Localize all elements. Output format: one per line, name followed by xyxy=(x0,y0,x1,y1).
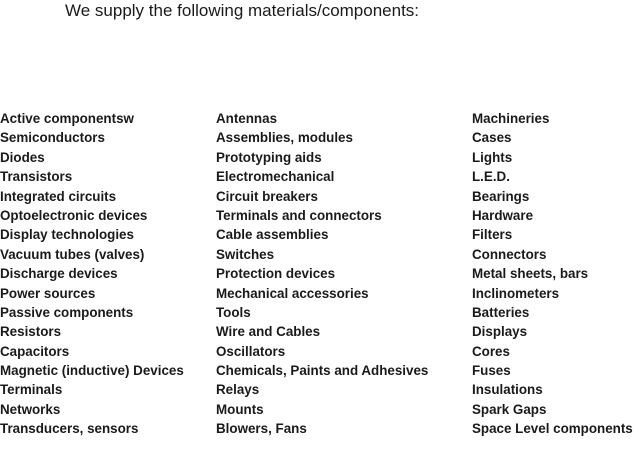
material-list-item: Cases xyxy=(472,130,512,146)
material-list-item: Machineries xyxy=(472,111,550,126)
material-list-item: Circuit breakers xyxy=(216,188,318,204)
material-list-item: Terminals and connectors xyxy=(216,207,382,223)
material-list-item: Antennas xyxy=(216,111,278,126)
material-list-item: Transducers, sensors xyxy=(0,421,139,437)
material-list-item: Spark Gaps xyxy=(472,401,547,417)
material-list-item: Oscillators xyxy=(216,343,286,359)
materials-column-2 xyxy=(216,109,428,439)
material-list-item: Discharge devices xyxy=(0,266,118,282)
material-list-item: Diodes xyxy=(0,149,45,165)
material-list-item: Resistors xyxy=(0,324,62,340)
material-list-item: Networks xyxy=(0,401,61,417)
material-list-item: Insulations xyxy=(472,382,543,398)
material-list-item: Filters xyxy=(472,227,513,243)
material-list-item: Fuses xyxy=(472,363,511,379)
material-list-item: Bearings xyxy=(472,188,530,204)
materials-column-3 xyxy=(472,109,633,439)
material-list-item: Metal sheets, bars xyxy=(472,266,589,282)
material-list-item: Wire and Cables xyxy=(216,324,321,340)
material-list-item: Electromechanical xyxy=(216,169,335,185)
material-list-item: Switches xyxy=(216,246,275,262)
material-list-item: Optoelectronic devices xyxy=(0,207,148,223)
material-list-item: Lights xyxy=(472,149,513,165)
material-list-item: Blowers, Fans xyxy=(216,421,307,437)
material-list-item: Semiconductors xyxy=(0,130,105,146)
material-list-item: Inclinometers xyxy=(472,285,560,301)
materials-column-1 xyxy=(0,109,184,439)
material-list-item: Cable assemblies xyxy=(216,227,329,243)
page-heading: We supply the following materials/components: xyxy=(65,1,420,20)
material-list-item: Passive components xyxy=(0,304,134,320)
material-list-item: Space Level components xyxy=(472,421,633,437)
material-list-item: Terminals xyxy=(0,382,63,398)
material-list-item: Displays xyxy=(472,324,528,340)
material-list-item: Vacuum tubes (valves) xyxy=(0,246,145,262)
material-list-item: Assemblies, modules xyxy=(216,130,353,146)
material-list-item: Connectors xyxy=(472,246,547,262)
material-list-item: Integrated circuits xyxy=(0,188,117,204)
material-list-item: Chemicals, Paints and Adhesives xyxy=(216,363,429,379)
material-list-item: Display technologies xyxy=(0,227,134,243)
material-list-item: Capacitors xyxy=(0,343,70,359)
material-list-item: Protection devices xyxy=(216,266,336,282)
material-list-item: Prototyping aids xyxy=(216,149,322,165)
material-list-item: Magnetic (inductive) Devices xyxy=(0,363,184,379)
material-list-item: Active componentsw xyxy=(0,111,134,126)
material-list-item: Power sources xyxy=(0,285,96,301)
material-list-item: Hardware xyxy=(472,207,534,223)
material-list-item: Batteries xyxy=(472,304,530,320)
material-list-item: Transistors xyxy=(0,169,73,185)
material-list-item: Mechanical accessories xyxy=(216,285,369,301)
material-list-item: Tools xyxy=(216,304,251,320)
material-list-item: Relays xyxy=(216,382,260,398)
material-list-item: Mounts xyxy=(216,401,264,417)
material-list-item: L.E.D. xyxy=(472,169,510,185)
material-list-item: Cores xyxy=(472,343,510,359)
